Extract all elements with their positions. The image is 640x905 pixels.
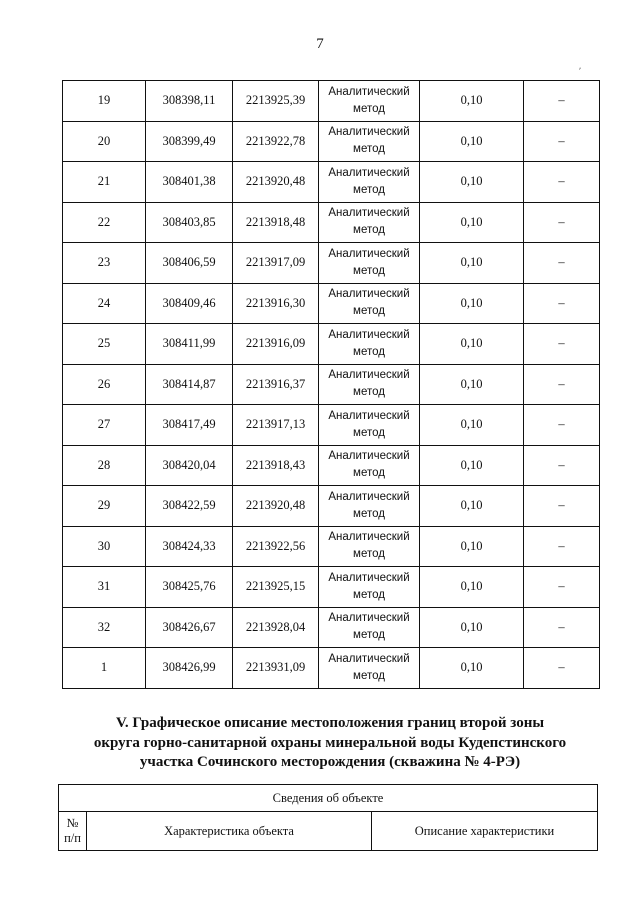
y-coordinate-cell: 2213918,43 <box>233 445 319 486</box>
method-cell <box>319 121 420 162</box>
note-cell: – <box>524 243 600 284</box>
section-heading-line: участка Сочинского месторождения (скважина № 4-РЭ) <box>139 754 521 770</box>
y-coordinate-cell: 2213917,09 <box>233 243 319 284</box>
accuracy-cell: 0,10 <box>420 607 524 648</box>
description-column-header: Описание характеристики <box>372 812 598 851</box>
y-coordinate-cell: 2213931,09 <box>233 648 319 689</box>
note-cell: – <box>524 648 600 689</box>
method-text: Аналитический <box>328 126 410 139</box>
method-text: метод <box>353 386 385 399</box>
note-cell: – <box>524 121 600 162</box>
object-info-table <box>58 784 598 851</box>
note-cell: – <box>524 445 600 486</box>
method-text: Аналитический <box>328 328 410 341</box>
method-text: метод <box>353 588 385 601</box>
method-cell <box>319 324 420 365</box>
x-coordinate-cell: 308417,49 <box>146 405 233 446</box>
method-text: метод <box>353 143 385 156</box>
note-cell: – <box>524 324 600 365</box>
table-row <box>63 283 600 324</box>
y-coordinate-cell: 2213916,09 <box>233 324 319 365</box>
x-coordinate-cell: 308399,49 <box>146 121 233 162</box>
table-row <box>63 526 600 567</box>
table-row <box>63 324 600 365</box>
note-cell: – <box>524 283 600 324</box>
point-number-cell: 1 <box>63 648 146 689</box>
x-coordinate-cell: 308426,67 <box>146 607 233 648</box>
x-coordinate-cell: 308409,46 <box>146 283 233 324</box>
table-row <box>63 648 600 689</box>
method-text: метод <box>353 507 385 520</box>
accuracy-cell: 0,10 <box>420 121 524 162</box>
accuracy-cell: 0,10 <box>420 648 524 689</box>
method-text: метод <box>353 669 385 682</box>
x-coordinate-cell: 308411,99 <box>146 324 233 365</box>
method-cell <box>319 526 420 567</box>
method-text: Аналитический <box>328 207 410 220</box>
method-cell <box>319 486 420 527</box>
point-number-cell: 27 <box>63 405 146 446</box>
y-coordinate-cell: 2213922,78 <box>233 121 319 162</box>
method-text: метод <box>353 548 385 561</box>
x-coordinate-cell: 308425,76 <box>146 567 233 608</box>
x-coordinate-cell: 308406,59 <box>146 243 233 284</box>
point-number-cell: 26 <box>63 364 146 405</box>
point-number-cell: 21 <box>63 162 146 203</box>
number-header-symbol: № <box>66 816 79 830</box>
table-row <box>63 81 600 122</box>
method-cell <box>319 364 420 405</box>
point-number-cell: 30 <box>63 526 146 567</box>
point-number-cell: 25 <box>63 324 146 365</box>
note-cell: – <box>524 162 600 203</box>
table-row <box>63 486 600 527</box>
y-coordinate-cell: 2213916,37 <box>233 364 319 405</box>
method-cell <box>319 81 420 122</box>
method-cell <box>319 283 420 324</box>
method-cell <box>319 607 420 648</box>
note-cell: – <box>524 405 600 446</box>
table-row <box>63 364 600 405</box>
note-cell: – <box>524 567 600 608</box>
y-coordinate-cell: 2213920,48 <box>233 486 319 527</box>
method-text: Аналитический <box>328 369 410 382</box>
note-cell: – <box>524 81 600 122</box>
method-text: Аналитический <box>328 571 410 584</box>
accuracy-cell: 0,10 <box>420 324 524 365</box>
point-number-cell: 20 <box>63 121 146 162</box>
point-number-cell: 29 <box>63 486 146 527</box>
accuracy-cell: 0,10 <box>420 486 524 527</box>
y-coordinate-cell: 2213918,48 <box>233 202 319 243</box>
method-cell <box>319 243 420 284</box>
method-cell <box>319 405 420 446</box>
x-coordinate-cell: 308403,85 <box>146 202 233 243</box>
method-text: метод <box>353 183 385 196</box>
y-coordinate-cell: 2213922,56 <box>233 526 319 567</box>
method-text: метод <box>353 264 385 277</box>
method-text: Аналитический <box>328 247 410 260</box>
point-number-cell: 19 <box>63 81 146 122</box>
method-text: метод <box>353 305 385 318</box>
y-coordinate-cell: 2213925,39 <box>233 81 319 122</box>
method-text: Аналитический <box>328 409 410 422</box>
accuracy-cell: 0,10 <box>420 81 524 122</box>
y-coordinate-cell: 2213917,13 <box>233 405 319 446</box>
method-text: Аналитический <box>328 166 410 179</box>
method-text: метод <box>353 426 385 439</box>
stray-mark: ' <box>576 66 582 77</box>
accuracy-cell: 0,10 <box>420 243 524 284</box>
x-coordinate-cell: 308398,11 <box>146 81 233 122</box>
accuracy-cell: 0,10 <box>420 202 524 243</box>
number-header-abbr: п/п <box>64 831 81 845</box>
point-number-cell: 23 <box>63 243 146 284</box>
x-coordinate-cell: 308424,33 <box>146 526 233 567</box>
method-cell <box>319 162 420 203</box>
accuracy-cell: 0,10 <box>420 405 524 446</box>
method-text: метод <box>353 102 385 115</box>
table-row <box>63 405 600 446</box>
x-coordinate-cell: 308422,59 <box>146 486 233 527</box>
method-text: Аналитический <box>328 531 410 544</box>
method-text: метод <box>353 629 385 642</box>
method-text: метод <box>353 467 385 480</box>
point-number-cell: 24 <box>63 283 146 324</box>
method-cell <box>319 567 420 608</box>
object-info-title: Сведения об объекте <box>59 785 598 812</box>
note-cell: – <box>524 486 600 527</box>
table-row <box>63 445 600 486</box>
point-number-cell: 28 <box>63 445 146 486</box>
method-text: Аналитический <box>328 450 410 463</box>
method-cell <box>319 648 420 689</box>
accuracy-cell: 0,10 <box>420 567 524 608</box>
section-heading-line: округа горно-санитарной охраны минеральной воды Кудепстинского <box>93 734 567 751</box>
method-text: Аналитический <box>328 85 410 98</box>
note-cell: – <box>524 202 600 243</box>
note-cell: – <box>524 526 600 567</box>
method-cell <box>319 202 420 243</box>
number-column-header <box>59 812 87 851</box>
section-heading <box>60 714 600 773</box>
table-row <box>63 121 600 162</box>
table-row <box>63 243 600 284</box>
accuracy-cell: 0,10 <box>420 445 524 486</box>
accuracy-cell: 0,10 <box>420 526 524 567</box>
table-row <box>63 607 600 648</box>
point-number-cell: 32 <box>63 607 146 648</box>
section-heading-line: V. Графическое описание местоположения границ второй зоны <box>115 715 545 731</box>
point-number-cell: 31 <box>63 567 146 608</box>
note-cell: – <box>524 607 600 648</box>
x-coordinate-cell: 308420,04 <box>146 445 233 486</box>
accuracy-cell: 0,10 <box>420 364 524 405</box>
y-coordinate-cell: 2213928,04 <box>233 607 319 648</box>
method-cell <box>319 445 420 486</box>
y-coordinate-cell: 2213916,30 <box>233 283 319 324</box>
characteristic-column-header: Характеристика объекта <box>87 812 372 851</box>
method-text: метод <box>353 224 385 237</box>
coordinates-table <box>62 80 600 689</box>
y-coordinate-cell: 2213920,48 <box>233 162 319 203</box>
note-cell: – <box>524 364 600 405</box>
point-number-cell: 22 <box>63 202 146 243</box>
method-text: метод <box>353 345 385 358</box>
method-text: Аналитический <box>328 612 410 625</box>
method-text: Аналитический <box>328 288 410 301</box>
x-coordinate-cell: 308414,87 <box>146 364 233 405</box>
table-row <box>63 202 600 243</box>
accuracy-cell: 0,10 <box>420 162 524 203</box>
x-coordinate-cell: 308426,99 <box>146 648 233 689</box>
x-coordinate-cell: 308401,38 <box>146 162 233 203</box>
method-text: Аналитический <box>328 490 410 503</box>
page-number: 7 <box>316 36 324 52</box>
y-coordinate-cell: 2213925,15 <box>233 567 319 608</box>
accuracy-cell: 0,10 <box>420 283 524 324</box>
method-text: Аналитический <box>328 652 410 665</box>
table-row <box>63 162 600 203</box>
table-row <box>63 567 600 608</box>
